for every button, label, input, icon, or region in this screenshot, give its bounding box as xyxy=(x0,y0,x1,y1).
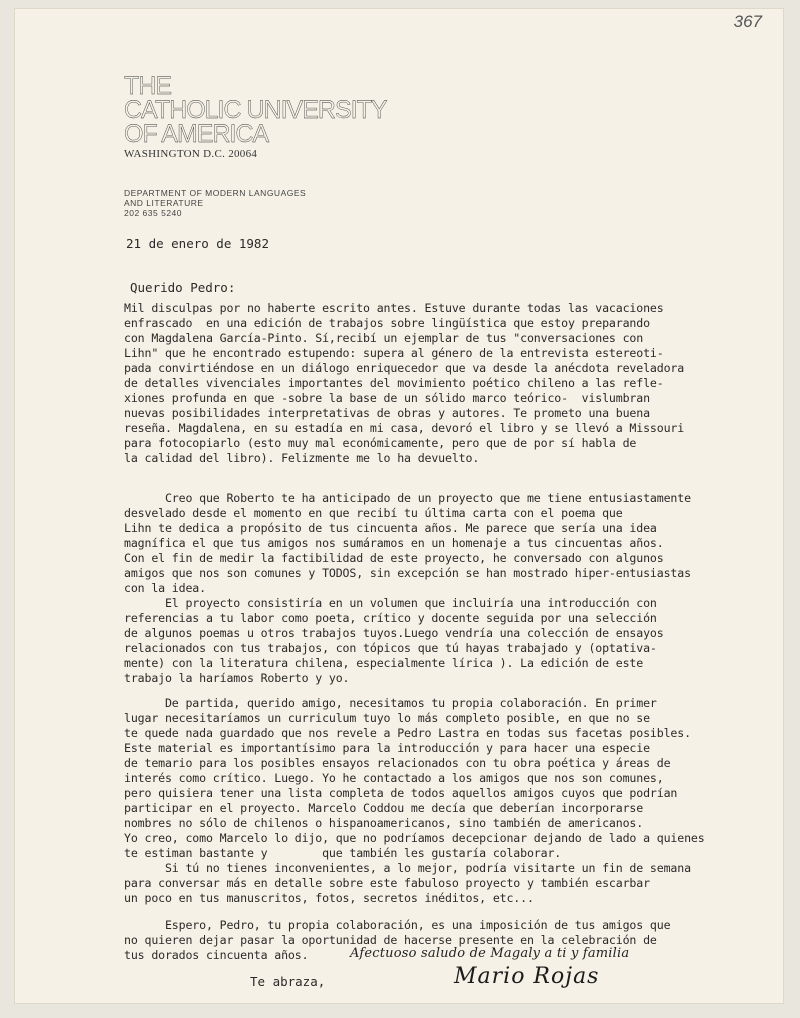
text-line: de detalles vivenciales importantes del movimiento poético chileno a las refle- xyxy=(124,376,664,390)
text-line: pada convirtiéndose en un diálogo enriquecedor que va desde la anécdota reveladora xyxy=(124,361,685,375)
text-line: no quieren dejar pasar la oportunidad de hacerse presente en la celebración de xyxy=(124,933,657,947)
text-line: de algunos poemas u otros trabajos tuyos.Luego vendría una colección de ensayos xyxy=(124,626,664,640)
department-block xyxy=(124,188,306,218)
text-line: De partida, querido amigo, necesitamos tu propia colaboración. En primer xyxy=(124,696,657,710)
text-line: para fotocopiarlo (esto muy mal económicamente, pero que de por sí habla de xyxy=(124,436,637,450)
closing: Te abraza, xyxy=(250,974,326,989)
paragraph-1 xyxy=(124,301,774,466)
paragraph-2 xyxy=(124,491,774,686)
text-line: con la idea. xyxy=(124,581,206,595)
text-line: trabajo la haríamos Roberto y yo. xyxy=(124,671,350,685)
text-line: para conversar más en detalle sobre este fabuloso proyecto y también escarbar xyxy=(124,876,650,890)
text-line: Yo creo, como Marcelo lo dijo, que no podríamos decepcionar dejando de lado a quienes xyxy=(124,831,705,845)
letterhead xyxy=(124,74,387,160)
letter-page xyxy=(14,8,784,1004)
text-line: nuevas posibilidades interpretativas de obras y autores. Te prometo una buena xyxy=(124,406,650,420)
text-line: desvelado desde el momento en que recibí tu última carta con el poema que xyxy=(124,506,623,520)
text-line: Lihn" que he encontrado estupendo: supera al género de la entrevista estereoti- xyxy=(124,346,664,360)
department-line-2: AND LITERATURE xyxy=(124,198,204,208)
text-line: Creo que Roberto te ha anticipado de un proyecto que me tiene entusiastamente xyxy=(124,491,691,505)
text-line: interés como crítico. Luego. Yo he contactado a los amigos que nos son comunes, xyxy=(124,771,664,785)
text-line: te quede nada guardado que nos revele a Pedro Lastra en todas sus facetas posibles. xyxy=(124,726,691,740)
text-line: xiones profunda en que -sobre la base de un sólido marco teórico- vislumbran xyxy=(124,391,650,405)
text-line: te estiman bastante y que también les gustaría colaborar. xyxy=(124,846,562,860)
letterhead-city: WASHINGTON D.C. 20064 xyxy=(124,148,258,160)
text-line: participar en el proyecto. Marcelo Coddou me decía que deberían incorporarse xyxy=(124,801,644,815)
letterhead-line-2: CATHOLIC UNIVERSITY xyxy=(124,96,387,124)
text-line: El proyecto consistiría en un volumen que incluiría una introducción con xyxy=(124,596,657,610)
text-line: pero quisiera tener una lista completa de todos aquellos amigos cuyos que podrían xyxy=(124,786,678,800)
text-line: con Magdalena García-Pinto. Sí,recibí un ejemplar de tus "conversaciones con xyxy=(124,331,644,345)
text-line: Este material es importantísimo para la introducción y para hacer una especie xyxy=(124,741,650,755)
greeting: Querido Pedro: xyxy=(130,280,236,295)
text-line: lugar necesitaríamos un curriculum tuyo lo más completo posible, en que no se xyxy=(124,711,650,725)
text-line: de temario para los posibles ensayos relacionados con tu obra poética y áreas de xyxy=(124,756,671,770)
text-line: Espero, Pedro, tu propia colaboración, es una imposición de tus amigos que xyxy=(124,918,671,932)
text-line: enfrascado en una edición de trabajos sobre lingüística que estoy preparando xyxy=(124,316,650,330)
text-line: relacionados con tus trabajos, con tópicos que tú hayas trabajado y (optativa- xyxy=(124,641,657,655)
text-line: magnífica el que tus amigos nos sumáramos en un homenaje a tus cincuentas años. xyxy=(124,536,664,550)
text-line: Con el fin de medir la factibilidad de este proyecto, he conversado con algunos xyxy=(124,551,664,565)
archive-number: 367 xyxy=(733,12,762,31)
text-line: Si tú no tienes inconvenientes, a lo mejor, podría visitarte un fin de semana xyxy=(124,861,691,875)
text-line: amigos que nos son comunes y TODOS, sin excepción se han mostrado hiper-entusiastas xyxy=(124,566,691,580)
paragraph-3 xyxy=(124,696,774,906)
letterhead-line-1: THE xyxy=(124,72,171,100)
letter-date: 21 de enero de 1982 xyxy=(126,236,269,251)
text-line: un poco en tus manuscritos, fotos, secretos inéditos, etc... xyxy=(124,891,534,905)
text-line: reseña. Magdalena, en su estadía en mi casa, devoró el libro y se llevó a Missouri xyxy=(124,421,685,435)
text-line: referencias a tu labor como poeta, crítico y docente seguida por una selección xyxy=(124,611,657,625)
letterhead-line-3: OF AMERICA xyxy=(124,120,269,148)
text-line: Mil disculpas por no haberte escrito antes. Estuve durante todas las vacaciones xyxy=(124,301,664,315)
department-line-1: DEPARTMENT OF MODERN LANGUAGES xyxy=(124,188,307,198)
text-line: tus dorados cincuenta años. xyxy=(124,948,309,962)
text-line: mente) con la literatura chilena, especialmente lírica ). La edición de este xyxy=(124,656,644,670)
department-phone: 202 635 5240 xyxy=(124,208,182,218)
text-line: Lihn te dedica a propósito de tus cincuenta años. Me parece que sería una idea xyxy=(124,521,657,535)
text-line: la calidad del libro). Felizmente me lo ha devuelto. xyxy=(124,451,480,465)
handwritten-note: Afectuoso saludo de Magaly a ti y familia xyxy=(350,946,630,961)
text-line: nombres no sólo de chilenos o hispanoamericanos, sino también de americanos. xyxy=(124,816,644,830)
signature: Mario Rojas xyxy=(454,964,600,989)
